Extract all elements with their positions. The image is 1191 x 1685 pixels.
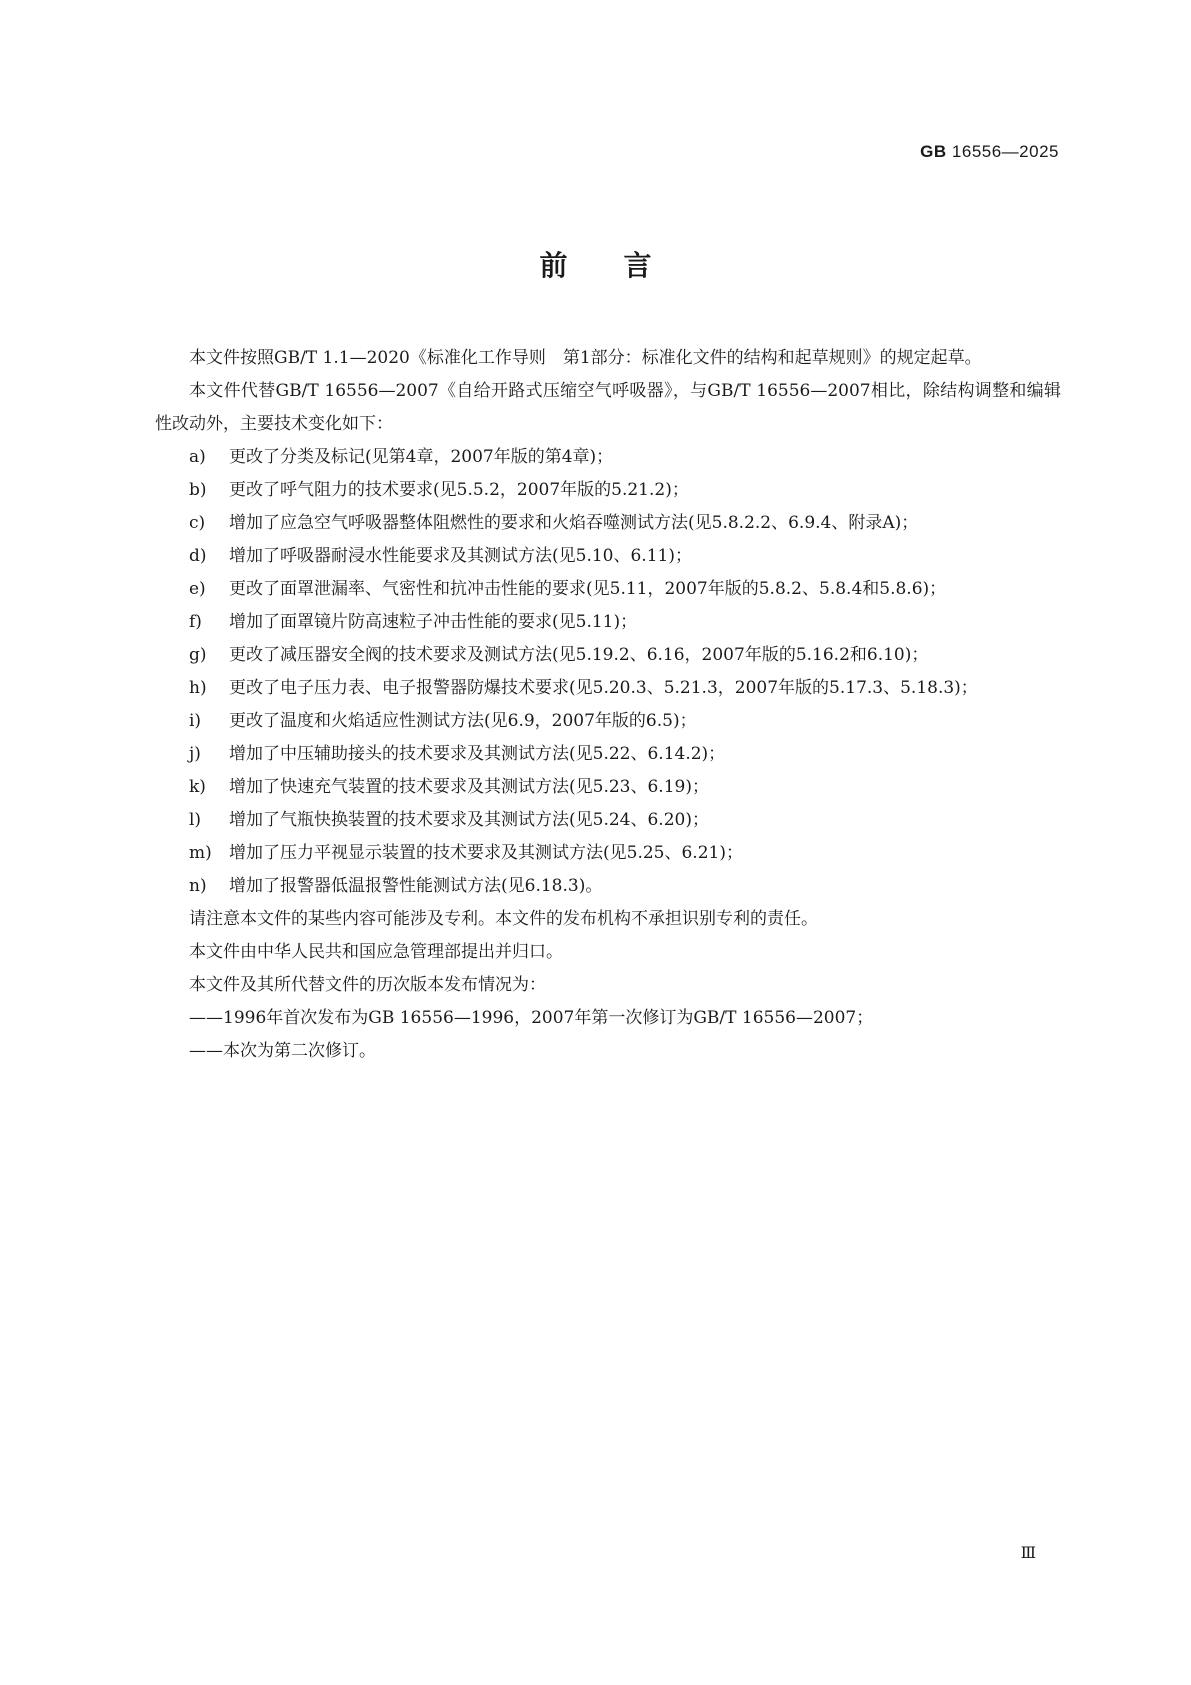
list-item-label: k) — [189, 777, 206, 797]
list-item — [155, 474, 1061, 507]
list-item-text: 增加了气瓶快换装置的技术要求及其测试方法(见5.24、6.20)； — [229, 810, 709, 830]
list-item-text: 增加了应急空气呼吸器整体阻燃性的要求和火焰吞噬测试方法(见5.8.2.2、6.9.4、附录A)； — [229, 513, 919, 533]
list-item-text: 增加了中压辅助接头的技术要求及其测试方法(见5.22、6.14.2)； — [229, 744, 726, 764]
list-item — [155, 738, 1061, 771]
list-item — [155, 837, 1061, 870]
list-item — [155, 804, 1061, 837]
list-item-label: l) — [189, 810, 202, 830]
list-item-label: b) — [189, 480, 207, 500]
list-item-label: d) — [189, 546, 207, 566]
standard-prefix: GB — [920, 142, 947, 161]
list-item-label: f) — [189, 612, 202, 632]
standard-code: 16556—2025 — [951, 142, 1059, 161]
list-item-label: c) — [189, 513, 206, 533]
list-item-text: 更改了分类及标记(见第4章，2007年版的第4章)； — [229, 447, 614, 467]
list-item-label: i) — [189, 711, 202, 731]
list-item — [155, 771, 1061, 804]
change-list — [155, 441, 1061, 903]
list-item-text: 增加了面罩镜片防高速粒子冲击性能的要求(见5.11)； — [229, 612, 638, 632]
list-item — [155, 639, 1061, 672]
list-item — [155, 870, 1061, 903]
list-item — [155, 672, 1061, 705]
list-item-text: 增加了压力平视显示装置的技术要求及其测试方法(见5.25、6.21)； — [229, 843, 743, 863]
history-item: ——本次为第二次修订。 — [189, 1041, 376, 1061]
standard-number — [920, 142, 1059, 162]
list-item-text: 更改了温度和火焰适应性测试方法(见6.9，2007年版的6.5)； — [229, 711, 697, 731]
list-item-label: j) — [189, 744, 201, 764]
page-title: 前言 — [539, 249, 708, 282]
page-number: Ⅲ — [1020, 1543, 1036, 1562]
history-intro: 本文件及其所代替文件的历次版本发布情况为： — [189, 975, 546, 995]
list-item-label: e) — [189, 579, 206, 599]
list-item-text: 增加了呼吸器耐浸水性能要求及其测试方法(见5.10、6.11)； — [229, 546, 692, 566]
list-item — [155, 705, 1061, 738]
list-item — [155, 507, 1061, 540]
list-item-label: n) — [189, 876, 207, 896]
list-item — [155, 540, 1061, 573]
list-item — [155, 606, 1061, 639]
list-item — [155, 441, 1061, 474]
list-item-text: 更改了呼气阻力的技术要求(见5.5.2，2007年版的5.21.2)； — [229, 480, 689, 500]
list-item-label: h) — [189, 678, 207, 698]
history-item: ——1996年首次发布为GB 16556—1996，2007年第一次修订为GB/T 16556—2007； — [189, 1008, 874, 1028]
drafting-rule-paragraph: 本文件按照GB/T 1.1—2020《标准化工作导则 第1部分：标准化文件的结构和起草规则》的规定起草。 — [189, 348, 982, 368]
list-item — [155, 573, 1061, 606]
list-item-text: 更改了电子压力表、电子报警器防爆技术要求(见5.20.3、5.21.3，2007年版的5.17.3、5.18.3)； — [229, 678, 978, 698]
list-item-text: 更改了面罩泄漏率、气密性和抗冲击性能的要求(见5.11，2007年版的5.8.2、5.8.4和5.8.6)； — [229, 579, 947, 599]
list-item-label: a) — [189, 447, 206, 467]
foreword-body — [155, 342, 1061, 1068]
list-item-label: g) — [189, 645, 207, 665]
list-item-text: 增加了快速充气装置的技术要求及其测试方法(见5.23、6.19)； — [229, 777, 709, 797]
patent-notice: 请注意本文件的某些内容可能涉及专利。本文件的发布机构不承担识别专利的责任。 — [189, 909, 818, 929]
list-item-label: m) — [189, 843, 212, 863]
proposer-statement: 本文件由中华人民共和国应急管理部提出并归口。 — [189, 942, 563, 962]
list-item-text: 更改了减压器安全阀的技术要求及测试方法(见5.19.2、6.16，2007年版的5.16.2和6.10)； — [229, 645, 929, 665]
replacement-paragraph: 本文件代替GB/T 16556—2007《自给开路式压缩空气呼吸器》，与GB/T 16556—2007相比，除结构调整和编辑性改动外，主要技术变化如下： — [155, 381, 1061, 434]
list-item-text: 增加了报警器低温报警性能测试方法(见6.18.3)。 — [229, 876, 603, 896]
